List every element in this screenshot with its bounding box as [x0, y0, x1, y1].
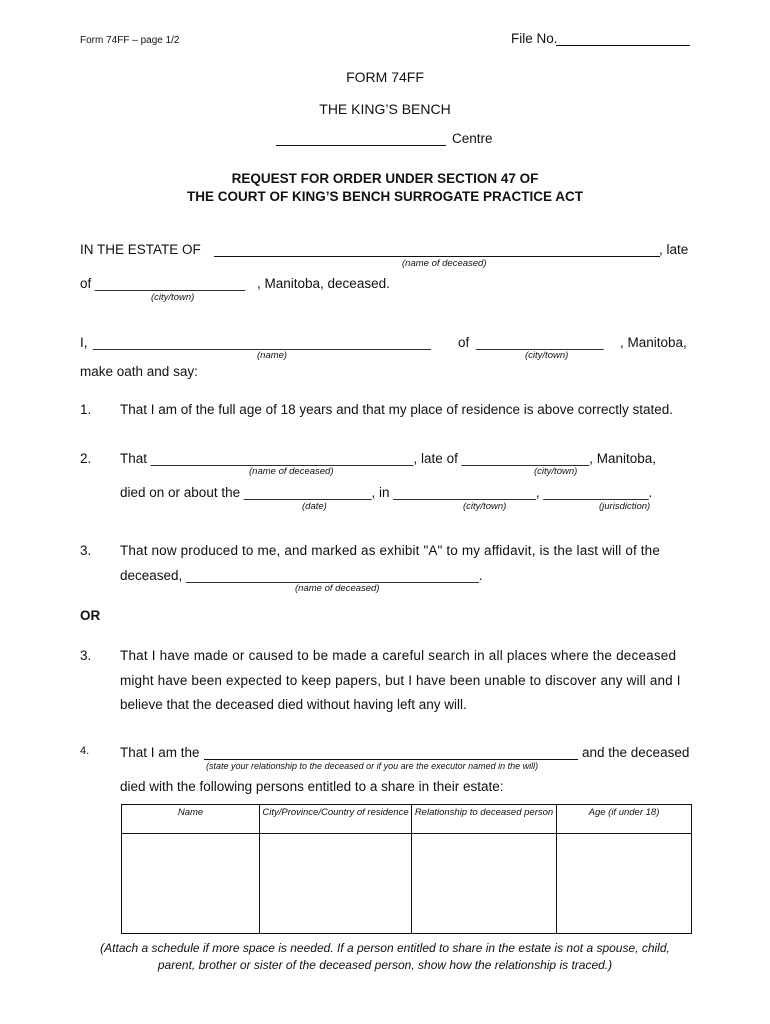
centre-label: Centre	[452, 131, 493, 146]
oath-prefix: I,	[80, 335, 88, 350]
cell-residence[interactable]	[260, 834, 412, 934]
item-2-city2-label: (city/town)	[463, 501, 507, 512]
city-label: (city/town)	[151, 292, 195, 303]
or-label: OR	[80, 608, 101, 623]
item-4-prefix: That I am the	[120, 745, 200, 760]
item-1-text: That I am of the full age of 18 years and that my place of residence is above correctly stated.	[120, 402, 674, 417]
deceased-name-label: (name of deceased)	[402, 258, 487, 269]
of-suffix: , Manitoba, deceased.	[257, 276, 390, 291]
item-4-number: 4.	[80, 745, 90, 757]
item-4-label: (state your relationship to the deceased or if you are the executor named in the will)	[206, 761, 539, 771]
city-field[interactable]: ____________________	[95, 276, 246, 291]
heading-line-2: THE COURT OF KING’S BENCH SURROGATE PRACTICE ACT	[186, 189, 583, 204]
cell-age[interactable]	[557, 834, 692, 934]
item-3b-line-3: believe that the deceased died without having left any will.	[120, 697, 467, 712]
item-4-line-2: died with the following persons entitled to a share in their estate:	[120, 779, 504, 794]
beneficiaries-table	[121, 804, 692, 934]
oath-of: of	[458, 335, 470, 350]
item-3a-line-1: That now produced to me, and marked as exhibit "A" to my affidavit, is the last will of the	[120, 543, 660, 558]
deponent-city-field[interactable]: _________________	[476, 335, 604, 350]
item-2-jurisdiction-label: (jurisdiction)	[599, 501, 651, 512]
file-no-field[interactable]	[556, 45, 690, 46]
cell-name[interactable]	[122, 834, 260, 934]
oath-suffix: , Manitoba,	[620, 335, 687, 350]
item-4-suffix: and the deceased	[582, 745, 690, 760]
item-3b-line-2: might have been expected to keep papers, but I have been unable to discover any will and I	[120, 673, 681, 688]
form-title: FORM 74FF	[346, 69, 424, 85]
footnote-line-1: (Attach a schedule if more space is needed. If a person entitled to share in the estate is not a spouse, child,	[100, 941, 670, 955]
deponent-city-label: (city/town)	[525, 350, 569, 361]
item-3a-number: 3.	[80, 543, 92, 558]
page-label: Form 74FF – page 1/2	[80, 35, 180, 46]
deponent-name-field[interactable]: _____________________________________________	[93, 335, 431, 350]
make-oath: make oath and say:	[80, 364, 198, 379]
col-header-relationship: Relationship to deceased person	[412, 805, 557, 834]
item-3a-label: (name of deceased)	[295, 583, 380, 594]
file-no-label: File No.	[511, 31, 558, 46]
col-header-residence: City/Province/Country of residence	[260, 805, 412, 834]
col-header-name: Name	[122, 805, 260, 834]
centre-field[interactable]	[276, 145, 446, 146]
relationship-field[interactable]	[204, 759, 578, 760]
item-3b-line-1: That I have made or caused to be made a careful search in all places where the deceased	[120, 648, 677, 663]
heading-line-1: REQUEST FOR ORDER UNDER SECTION 47 OF	[231, 171, 539, 186]
item-2-name-label: (name of deceased)	[249, 466, 334, 477]
item-3a-line-2: deceased, _______________________________________.	[120, 568, 483, 583]
item-1-number: 1.	[80, 402, 92, 417]
of-prefix: of	[80, 276, 92, 291]
estate-suffix: , late	[659, 242, 689, 257]
deceased-name-field[interactable]	[214, 256, 660, 257]
item-2-date-label: (date)	[302, 501, 327, 512]
col-header-age: Age (if under 18)	[557, 805, 692, 834]
item-2-number: 2.	[80, 451, 92, 466]
item-2-city-label: (city/town)	[534, 466, 578, 477]
item-3b-number: 3.	[80, 648, 92, 663]
item-2-line-2: died on or about the _________________, in ___________________, ______________.	[120, 485, 653, 500]
item-2-line-1: That ___________________________________, late of _________________, Manitoba,	[120, 451, 656, 466]
footnote-line-2: parent, brother or sister of the deceased person, show how the relationship is traced.)	[157, 958, 613, 972]
estate-prefix: IN THE ESTATE OF	[80, 242, 201, 257]
deponent-name-label: (name)	[257, 350, 288, 361]
cell-relationship[interactable]	[412, 834, 557, 934]
court-title: THE KING’S BENCH	[319, 101, 451, 117]
